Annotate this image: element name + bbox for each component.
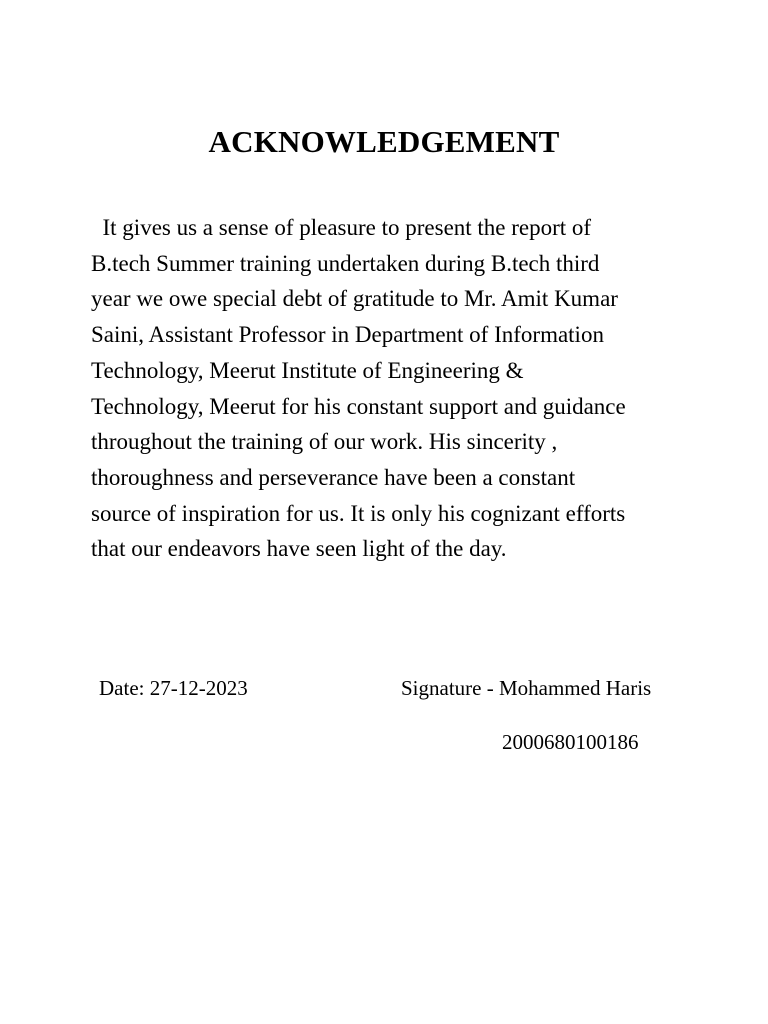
paragraph-line: B.tech Summer training undertaken during B.tech third xyxy=(91,250,600,276)
paragraph-line: thoroughness and perseverance have been a constant xyxy=(91,464,576,490)
roll-number: 2000680100186 xyxy=(502,730,639,754)
paragraph-line: Technology, Meerut Institute of Engineering & xyxy=(91,357,524,383)
signature-line: Signature - Mohammed Haris xyxy=(401,676,652,700)
paragraph-line: Saini, Assistant Professor in Department of Information xyxy=(91,322,604,348)
paragraph-line: throughout the training of our work. His sincerity , xyxy=(91,429,558,455)
paragraph-line: source of inspiration for us. It is only his cognizant efforts xyxy=(91,500,626,526)
acknowledgement-paragraph xyxy=(91,210,691,567)
paragraph-line: It gives us a sense of pleasure to present the report of xyxy=(91,215,592,240)
paragraph-line: Technology, Meerut for his constant support and guidance xyxy=(91,393,626,419)
date-line: Date: 27-12-2023 xyxy=(99,676,248,700)
paragraph-line: year we owe special debt of gratitude to Mr. Amit Kumar xyxy=(91,286,618,312)
paragraph-line: that our endeavors have seen light of the day. xyxy=(91,536,507,562)
page-title: ACKNOWLEDGEMENT xyxy=(208,124,560,159)
